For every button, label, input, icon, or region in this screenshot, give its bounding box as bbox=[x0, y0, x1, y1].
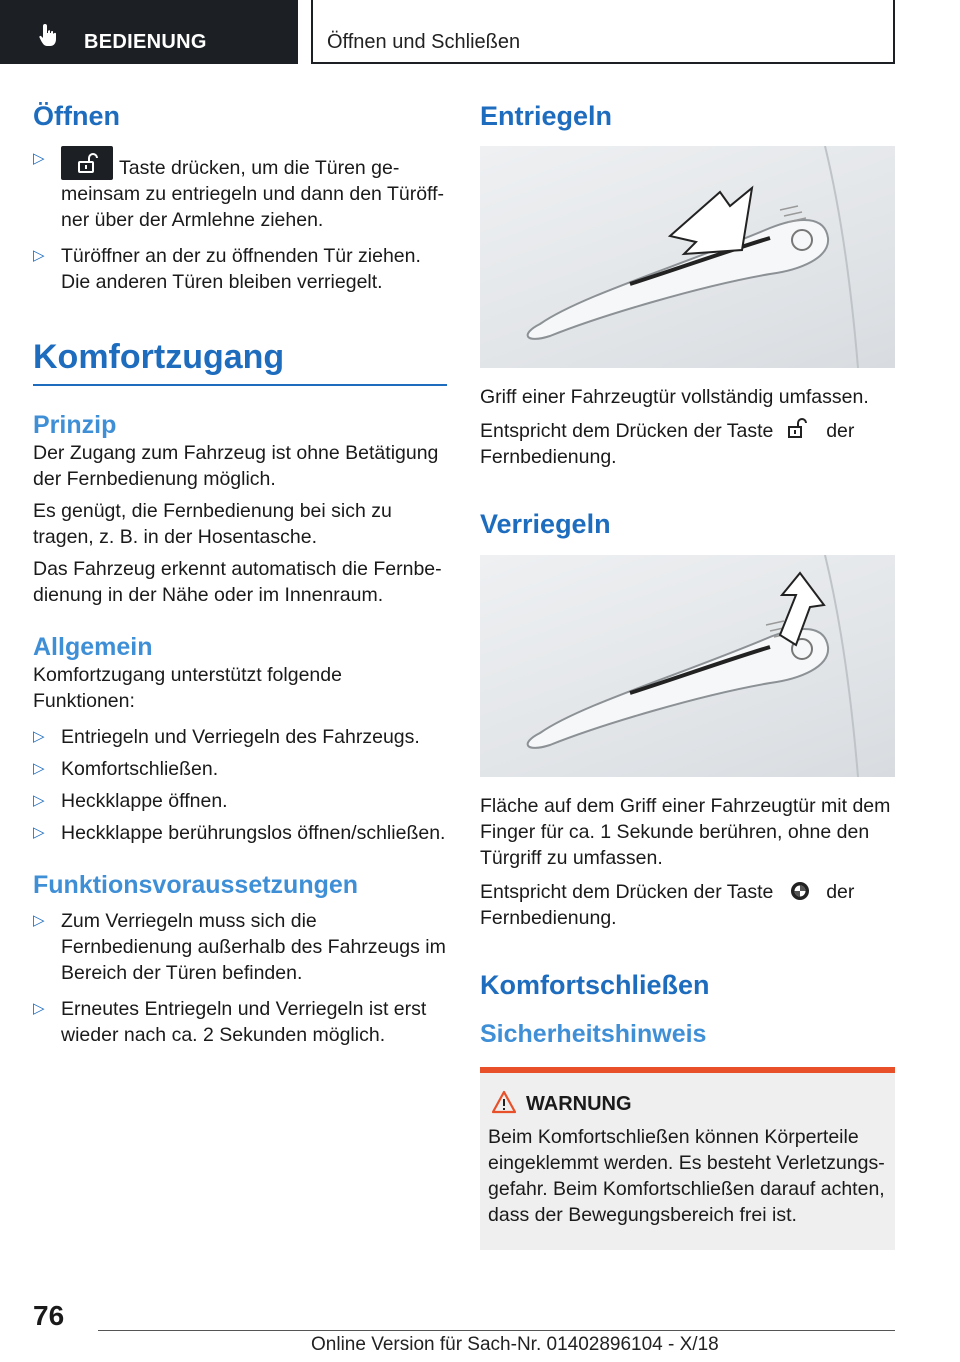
hand-pointer-icon bbox=[36, 22, 62, 48]
door-handle-grip-image bbox=[480, 146, 895, 368]
paragraph: Der Zugang zum Fahrzeug ist ohne Betätigung der Fernbedienung möglich. bbox=[33, 442, 439, 491]
list-item: ▷ Heckklappe berührungslos öffnen/schließen. bbox=[33, 822, 446, 845]
unlock-icon bbox=[785, 418, 815, 440]
heading-funktionsvoraussetzungen: Funktionsvoraussetzungen bbox=[33, 871, 359, 900]
page-number: 76 bbox=[33, 1300, 65, 1331]
list-item: ▷ Heckklappe öffnen. bbox=[33, 790, 228, 813]
list-item: ▷ Taste drücken, um die Türen gemeinsam zu entriegeln und dann den Türöffner über der Armlehne ziehen. bbox=[33, 146, 447, 233]
chapter-header bbox=[311, 0, 895, 64]
triangle-bullet-icon: ▷ bbox=[33, 1000, 45, 1018]
footer-text: Online Version für Sach-Nr. 01402896104 - X/18 bbox=[311, 1334, 719, 1355]
warning-title: WARNUNG bbox=[488, 1093, 887, 1116]
paragraph: Entspricht dem Drücken der Taste der Fernbedienung. bbox=[480, 420, 855, 469]
warning-triangle-icon bbox=[492, 1090, 516, 1114]
triangle-bullet-icon: ▷ bbox=[33, 824, 45, 842]
list-item: ▷ Zum Verriegeln muss sich die Fernbedienung außerhalb des Fahrzeugs im Bereich der Türen befinden. bbox=[33, 910, 446, 985]
paragraph: Entspricht dem Drücken der Taste der Fernbedienung. bbox=[480, 880, 855, 929]
triangle-bullet-icon: ▷ bbox=[33, 728, 45, 746]
paragraph: Griff einer Fahrzeugtür vollständig umfassen. bbox=[480, 386, 869, 409]
bmw-logo-icon bbox=[785, 880, 815, 902]
allgemein-list bbox=[33, 724, 447, 846]
right-column bbox=[480, 100, 895, 1250]
section-label: BEDIENUNG bbox=[84, 31, 207, 53]
list-item: ▷ Erneutes Entriegeln und Verriegeln ist erst wieder nach ca. 2 Sekunden möglich. bbox=[33, 998, 427, 1047]
list-item: ▷ Komfortschließen. bbox=[33, 758, 219, 781]
heading-oeffnen: Öffnen bbox=[33, 101, 120, 131]
voraus-list bbox=[33, 908, 447, 1048]
paragraph: Fläche auf dem Griff einer Fahrzeugtür mit dem Finger für ca. 1 Sekunde berühren, ohne den Türgriff zu umfassen. bbox=[480, 794, 891, 869]
paragraph: Das Fahrzeug erkennt automatisch die Fernbedienung in der Nähe oder im Innenraum. bbox=[33, 558, 442, 607]
left-column bbox=[33, 100, 447, 1048]
unlock-key-icon bbox=[61, 146, 113, 180]
warning-text: Beim Komfortschließen können Körperteile eingeklemmt werden. Es besteht Verletzungsgefahr. Beim Komfortschließen darauf achten, dass der Bewegungsbereich frei ist. bbox=[488, 1126, 885, 1227]
heading-verriegeln: Verriegeln bbox=[480, 509, 611, 540]
triangle-bullet-icon: ▷ bbox=[33, 792, 45, 810]
footer-divider bbox=[98, 1330, 895, 1331]
heading-entriegeln: Entriegeln bbox=[480, 101, 613, 131]
heading-sicherheitshinweis: Sicherheitshinweis bbox=[480, 1020, 707, 1049]
section-tab bbox=[0, 0, 298, 64]
paragraph: Komfortzugang unterstützt folgende Funktionen: bbox=[33, 664, 342, 713]
heading-allgemein: Allgemein bbox=[33, 633, 153, 662]
heading-prinzip: Prinzip bbox=[33, 411, 117, 440]
heading-komfortschliessen: Komfortschließen bbox=[480, 969, 710, 1000]
paragraph: Es genügt, die Fernbedienung bei sich zu tragen, z. B. in der Hosentasche. bbox=[33, 500, 392, 549]
triangle-bullet-icon: ▷ bbox=[33, 760, 45, 778]
oeffnen-list bbox=[33, 146, 447, 295]
list-item: ▷ Türöffner an der zu öffnenden Tür ziehen. Die anderen Türen bleiben verriegelt. bbox=[33, 245, 421, 294]
list-item: ▷ Entriegeln und Verriegeln des Fahrzeugs. bbox=[33, 726, 420, 749]
chapter-title: Öffnen und Schließen bbox=[327, 31, 521, 53]
door-handle-touch-image bbox=[480, 555, 895, 777]
triangle-bullet-icon: ▷ bbox=[33, 912, 45, 930]
heading-komfortzugang: Komfortzugang bbox=[33, 337, 447, 386]
warning-box bbox=[480, 1067, 895, 1250]
triangle-bullet-icon: ▷ bbox=[33, 247, 45, 265]
triangle-bullet-icon: ▷ bbox=[33, 150, 45, 168]
